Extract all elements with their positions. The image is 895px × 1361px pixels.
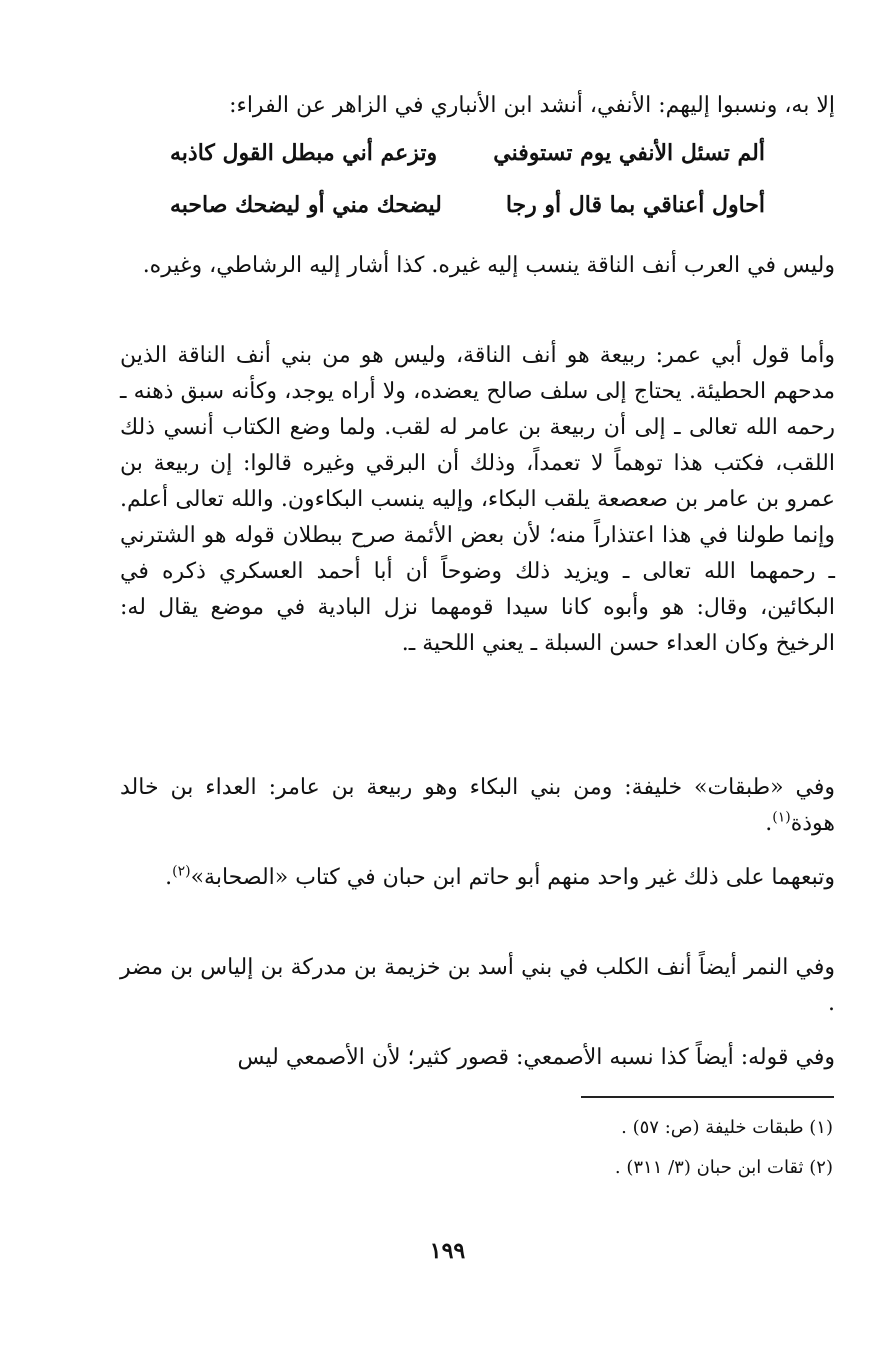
page-number: ١٩٩ bbox=[429, 1238, 466, 1264]
verse-1-first-hemistich: ألم تسئل الأنفي يوم تستوفني bbox=[493, 140, 765, 166]
paragraph-text: إلا به، ونسبوا إليهم: الأنفي، أنشد ابن الأنباري في الزاهر عن الفراء: bbox=[229, 93, 835, 118]
paragraph-text: وليس في العرب أنف الناقة ينسب إليه غيره. كذا أشار إليه الرشاطي، وغيره. bbox=[142, 253, 835, 278]
paragraph-text bbox=[120, 770, 835, 842]
verse-line-2 bbox=[170, 192, 765, 232]
verse-2-first-hemistich: أحاول أعناقي بما قال أو رجا bbox=[505, 192, 765, 218]
footnote-divider bbox=[581, 1096, 834, 1098]
paragraph-body: وفي «طبقات» خليفة: ومن بني البكاء وهو ربيعة بن عامر: العداء بن خالد هوذة bbox=[120, 775, 835, 836]
footnote-ref-1: (١) bbox=[772, 809, 791, 826]
paragraph-tabaqat bbox=[120, 770, 835, 842]
verse-2-second-hemistich: ليضحك مني أو ليضحك صاحبه bbox=[170, 192, 442, 218]
paragraph-text: وفي قوله: أيضاً كذا نسبه الأصمعي: قصور كثير؛ لأن الأصمعي ليس bbox=[237, 1045, 835, 1070]
paragraph-abu-umar bbox=[120, 338, 835, 662]
paragraph-asmai bbox=[120, 1040, 835, 1076]
paragraph-anf-alkalb bbox=[120, 950, 835, 1022]
paragraph-end: . bbox=[765, 811, 773, 836]
paragraph-intro bbox=[120, 88, 835, 124]
paragraph-text bbox=[120, 860, 835, 896]
paragraph-body: وتبعهما على ذلك غير واحد منهم أبو حاتم ابن حبان في كتاب «الصحابة» bbox=[190, 865, 835, 890]
paragraph-anf-alnaqa bbox=[120, 248, 835, 284]
footnote-ref-2: (٢) bbox=[172, 863, 191, 880]
paragraph-text: وأما قول أبي عمر: ربيعة هو أنف الناقة، وليس هو من بني أنف الناقة الذين مدحهم الحطيئة. يحتاج إلى سلف صالح يعضده، ولا أراه يوجد، وكأنه سبق ذهنه ـ رحمه الله تعالى ـ إلى أن ربيعة بن عامر له لقب. ولما وضع الكتاب أنسي ذلك اللقب، فكتب هذا توهماً لا تعمداً، وذلك أن البرقي وغيره قالوا: إن ربيعة بن عمرو بن عامر بن صعصعة يلقب البكاء، وإليه ينسب البكاءون. والله تعالى أعلم. وإنما طولنا في هذا اعتذاراً منه؛ لأن بعض الأئمة صرح ببطلان قوله هو الشترني ـ رحمهما الله تعالى ـ ويزيد ذلك وضوحاً أن أبا أحمد العسكري ذكره في البكائين، وقال: هو وأبوه كانا سيدا قومهما نزل البادية في موضع يقال له: الرخيخ وكان العداء حسن السبلة ـ يعني اللحية ـ. bbox=[120, 343, 835, 656]
verse-line-1 bbox=[170, 140, 765, 180]
verse-1-second-hemistich: وتزعم أني مبطل القول كاذبه bbox=[170, 140, 438, 166]
footnote-1: (١) طبقات خليفة (ص: ٥٧) . bbox=[621, 1117, 833, 1138]
footnote-2: (٢) ثقات ابن حبان (٣/ ٣١١) . bbox=[614, 1157, 833, 1178]
paragraph-text: وفي النمر أيضاً أنف الكلب في بني أسد بن خزيمة بن مدركة بن إلياس بن مضر . bbox=[120, 955, 835, 1016]
paragraph-ibn-hibban bbox=[120, 860, 835, 896]
paragraph-end: . bbox=[165, 865, 173, 890]
